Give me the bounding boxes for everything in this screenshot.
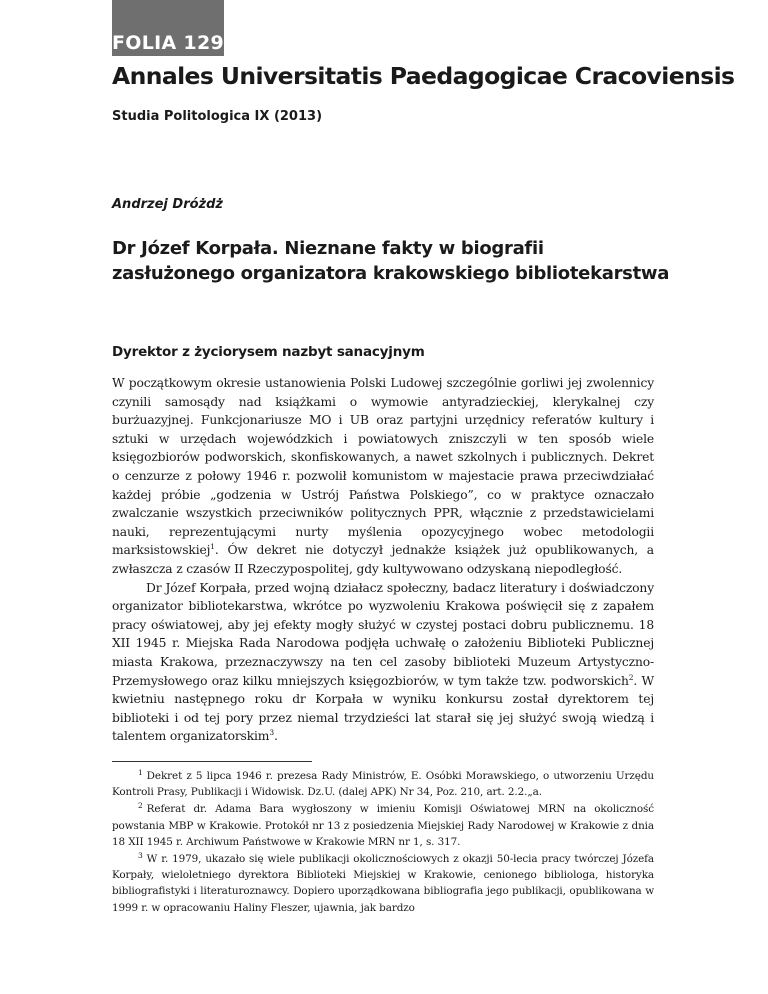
footnote-3-text: W r. 1979, ukazało się wiele publikacji okolicznościowych z okazji 50-lecia pracy twórczej Józefa Korpały, wieloletniego dyrektora Biblioteki Miejskiej w Krakowie, cenionego bibliologa, historyka bibliografistyki i literaturoznawcy. Dopiero uporządkowana bibliografia jego publikacji, opublikowana w 1999 r. w opracowaniu Haliny Fleszer, ujawnia, jak bardzo xyxy=(112,853,654,914)
footnote-2-text: Referat dr. Adama Bara wygłoszony w imieniu Komisji Oświatowej MRN na okoliczność powstania MBP w Krakowie. Protokół nr 13 z posiedzenia Miejskiej Rady Narodowej w Krakowie z dnia 18 XII 1945 r. Archiwum Państwowe w Krakowie MRN nr 1, s. 317. xyxy=(112,803,654,848)
footnote-1-text: Dekret z 5 lipca 1946 r. prezesa Rady Ministrów, E. Osóbki Morawskiego, o utworzeniu Urzędu Kontroli Prasy, Publikacji i Widowisk. Dz.U. (dalej APK) Nr 34, Poz. 210, art. 2.2.„a. xyxy=(112,770,654,799)
section-heading: Dyrektor z życiorysem nazbyt sanacyjnym xyxy=(112,344,425,360)
footnote-2 xyxy=(112,801,654,850)
paragraph-2 xyxy=(112,579,654,746)
paragraph-2-text-b: . W kwietniu następnego roku dr Korpała w wyniku konkursu został dyrektorem tej biblioteki i od tej pory przez niemal trzydzieści lat starał się jej służyć swoją wiedzą i talentem organizatorskim xyxy=(112,673,654,744)
article-body xyxy=(112,374,654,746)
paragraph-2-text-c: . xyxy=(273,729,278,744)
footnote-1-number: 1 xyxy=(138,767,143,777)
footnote-2-number: 2 xyxy=(138,800,143,810)
article-title xyxy=(112,236,672,286)
footnote-divider xyxy=(112,761,312,762)
author-name: Andrzej Dróżdż xyxy=(112,197,223,212)
footnote-1 xyxy=(112,768,654,800)
series-line: Studia Politologica IX (2013) xyxy=(112,109,323,124)
footnote-ref-1[interactable]: 1 xyxy=(210,542,215,552)
article-title-line-2: zasłużonego organizatora krakowskiego bibliotekarstwa xyxy=(112,263,670,284)
footnote-3 xyxy=(112,851,654,916)
folio-badge: FOLIA 129 xyxy=(112,0,224,56)
article-title-line-1: Dr Józef Korpała. Nieznane fakty w biografii xyxy=(112,238,544,259)
paragraph-1-text-a: W początkowym okresie ustanowienia Polski Ludowej szczególnie gorliwi jej zwolennicy czynili samosądy nad książkami o wymowie antyradzieckiej, klerykalnej czy burżuazyjnej. Funkcjonariusze MO i UB oraz partyjni urzędnicy referatów kultury i sztuki w urzędach wojewódzkich i powiatowych zniszczyli w ten sposób wiele księgozbiorów podworskich, skonfiskowanych, a nawet szkolnych i publicznych. Dekret o cenzurze z połowy 1946 r. pozwolił komunistom w majestacie prawa przeciwdziałać każdej próbie „godzenia w Ustrój Państwa Polskiego”, co w praktyce oznaczało zwalczanie wszystkich przeciwników politycznych PPR, włącznie z przedstawicielami nauki, reprezentującymi nurty myślenia opozycyjnego wobec metodologii marksistowskiej xyxy=(112,376,654,558)
footnote-3-number: 3 xyxy=(138,850,143,860)
footnotes xyxy=(112,768,654,917)
paragraph-2-text-a: Dr Józef Korpała, przed wojną działacz społeczny, badacz literatury i doświadczony organizator bibliotekarstwa, wkrótce po wyzwoleniu Krakowa poświęcił się z zapałem pracy oświatowej, aby jej efekty mogły służyć w czystej postaci dobru publicznemu. 18 XII 1945 r. Miejska Rada Narodowa podjęła uchwałę o założeniu Biblioteki Publicznej miasta Krakowa, przeznaczywszy na ten cel zasoby biblioteki Muzeum Artystyczno-Przemysłowego oraz kilku mniejszych księgozbiorów, w tym także tzw. podworskich xyxy=(112,580,654,688)
footnote-ref-3[interactable]: 3 xyxy=(269,728,274,738)
paragraph-1 xyxy=(112,374,654,579)
paragraph-1-text-b: . Ów dekret nie dotyczył jednakże książek już opublikowanych, a zwłaszcza z czasów II Rzeczypospolitej, gdy kultywowano odzyskaną niepodległość. xyxy=(112,543,654,576)
journal-title: Annales Universitatis Paedagogicae Cracoviensis xyxy=(112,62,735,90)
footnote-ref-2[interactable]: 2 xyxy=(628,672,634,682)
